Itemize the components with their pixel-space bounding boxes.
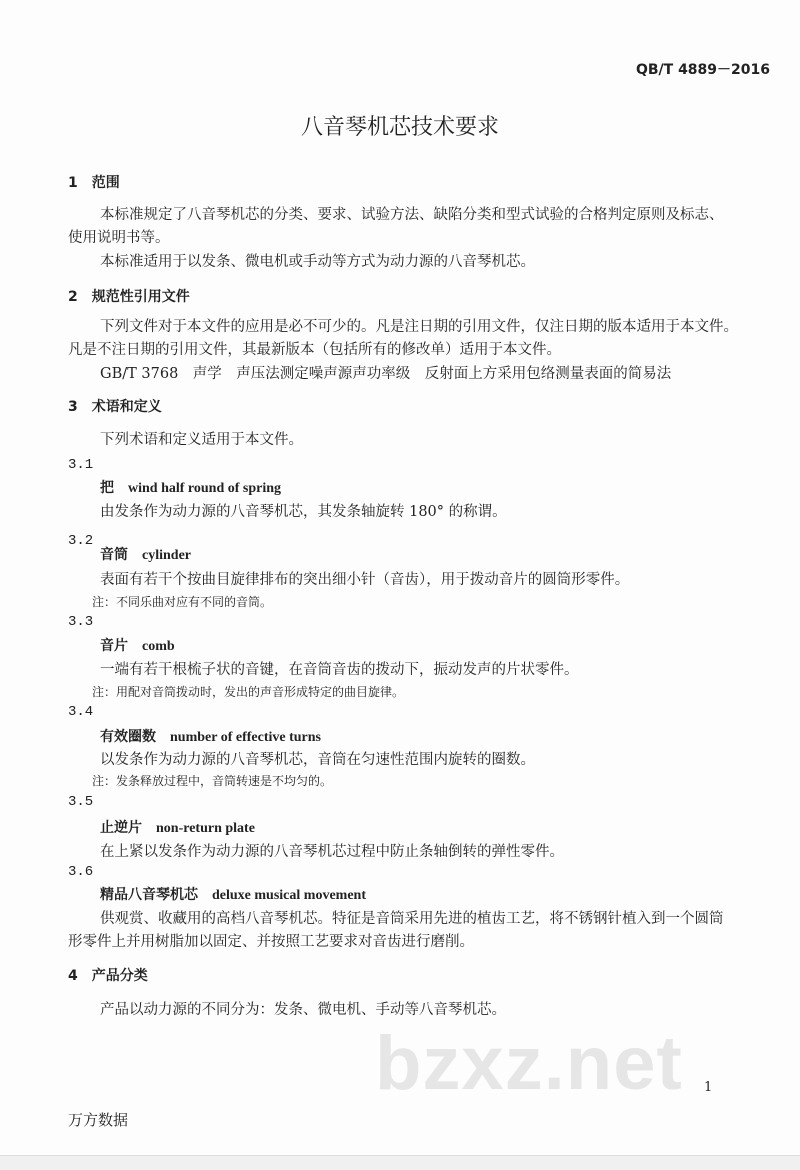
reference: GB/T 3768 声学 声压法测定噪声源声功率级 反射面上方采用包络测量表面的简易法: [100, 366, 672, 382]
section-heading: 3 术语和定义: [68, 399, 162, 415]
bottom-bar: [0, 1155, 800, 1170]
source-label: 万方数据: [68, 1111, 129, 1129]
paragraph: 使用说明书等。: [68, 230, 170, 246]
term-number: 3.1: [68, 457, 94, 473]
term-note: 注：发条释放过程中，音筒转速是不均匀的。: [92, 774, 333, 788]
term-definition: 由发条作为动力源的八音琴机芯，其发条轴旋转 180° 的称谓。: [100, 504, 507, 520]
term-note: 注：不同乐曲对应有不同的音筒。: [92, 595, 273, 609]
paragraph: 下列术语和定义适用于本文件。: [100, 432, 303, 448]
term-number: 3.4: [68, 704, 94, 720]
section-heading: 1 范围: [68, 175, 120, 191]
term-definition: 表面有若干个按曲目旋律排布的突出细小针（音齿），用于拨动音片的圆筒形零件。: [100, 572, 630, 588]
section-heading: 2 规范性引用文件: [68, 289, 190, 305]
term-title: [100, 545, 191, 566]
paragraph: 本标准规定了八音琴机芯的分类、要求、试验方法、缺陷分类和型式试验的合格判定原则及标志、: [100, 207, 724, 223]
term-en: deluxe musical movement: [212, 888, 366, 903]
paragraph: 凡是不注日期的引用文件，其最新版本（包括所有的修改单）适用于本文件。: [68, 342, 561, 358]
term-definition: 以发条作为动力源的八音琴机芯，音筒在匀速性范围内旋转的圈数。: [100, 752, 535, 768]
term-en: number of effective turns: [170, 730, 321, 745]
term-number: 3.2: [68, 533, 94, 549]
term-definition: 一端有若干根梳子状的音键，在音筒音齿的拨动下，振动发声的片状零件。: [100, 662, 579, 678]
term-title: [100, 478, 281, 499]
term-title: [100, 727, 321, 748]
term-en: cylinder: [142, 548, 191, 563]
section-heading: 4 产品分类: [68, 968, 148, 984]
term-title: [100, 818, 255, 839]
term-title: [100, 885, 366, 906]
term-number: 3.6: [68, 864, 94, 880]
term-definition: 形零件上并用树脂加以固定、并按照工艺要求对音齿进行磨削。: [68, 934, 474, 950]
term-en: non-return plate: [156, 821, 255, 836]
term-zh: 有效圈数: [100, 729, 156, 745]
term-note: 注：用配对音筒拨动时，发出的声音形成特定的曲目旋律。: [92, 685, 405, 699]
paragraph: 产品以动力源的不同分为：发条、微电机、手动等八音琴机芯。: [100, 1002, 506, 1018]
watermark: bzxz.net: [375, 1021, 683, 1106]
term-zh: 音筒: [100, 547, 128, 563]
term-en: comb: [142, 639, 175, 654]
term-zh: 止逆片: [100, 820, 142, 836]
term-zh: 精品八音琴机芯: [100, 887, 198, 903]
term-number: 3.3: [68, 614, 94, 630]
paragraph: 本标准适用于以发条、微电机或手动等方式为动力源的八音琴机芯。: [100, 254, 535, 270]
term-definition: 供观赏、收藏用的高档八音琴机芯。特征是音筒采用先进的植齿工艺，将不锈钢针植入到一个圆筒: [100, 911, 724, 927]
term-title: [100, 636, 175, 657]
term-zh: 把: [100, 480, 114, 496]
paragraph: 下列文件对于本文件的应用是必不可少的。凡是注日期的引用文件，仅注日期的版本适用于本文件。: [100, 319, 738, 335]
term-zh: 音片: [100, 638, 128, 654]
term-number: 3.5: [68, 794, 94, 810]
standard-code: QB/T 4889－2016: [635, 62, 770, 78]
term-en: wind half round of spring: [128, 481, 282, 496]
term-definition: 在上紧以发条作为动力源的八音琴机芯过程中防止条轴倒转的弹性零件。: [100, 844, 564, 860]
page-title: 八音琴机芯技术要求: [300, 115, 499, 140]
page-number: 1: [704, 1080, 713, 1095]
